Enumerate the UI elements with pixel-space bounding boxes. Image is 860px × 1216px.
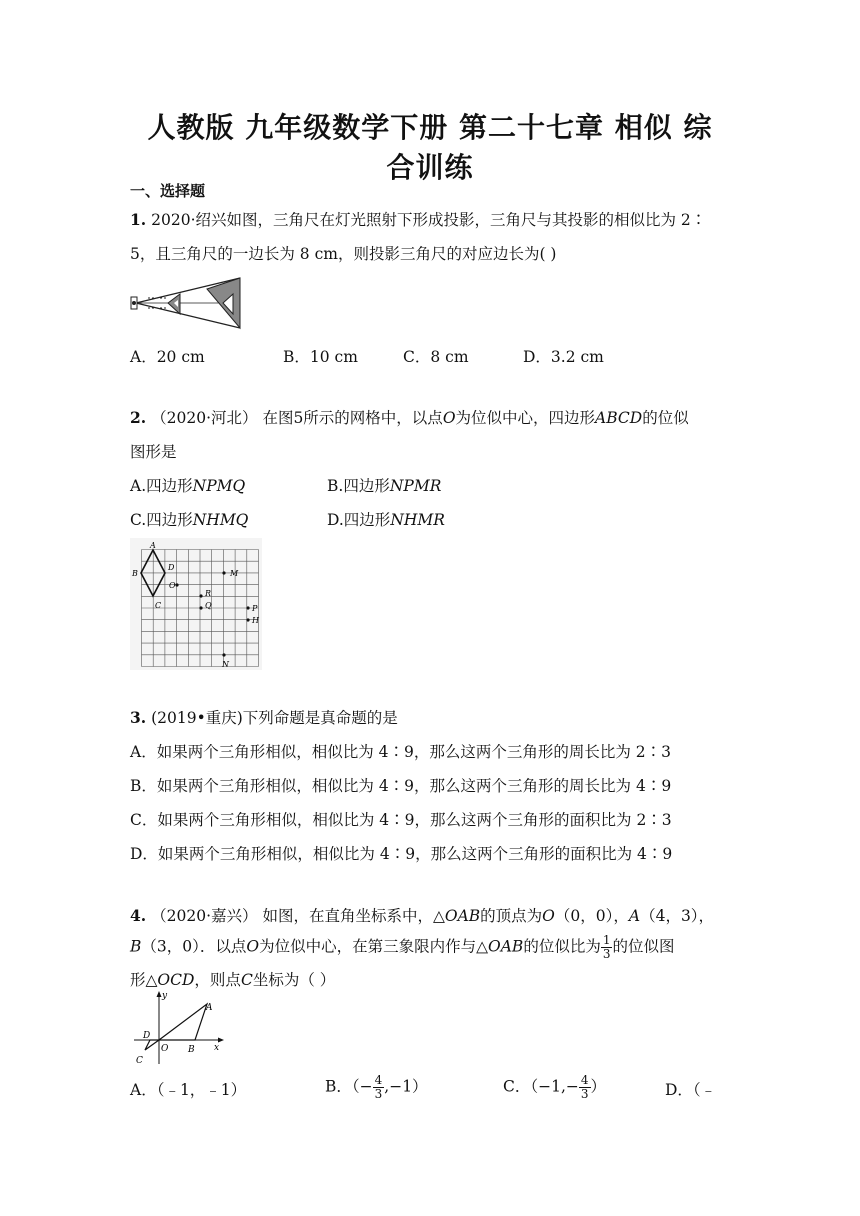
q2-text-b: 为位似中心，四边形 [455,409,596,427]
q1-figure-projection [128,276,248,334]
q2-text-a: 在图5所示的网格中，以点 [262,409,443,427]
q2-label-d: D [168,563,175,572]
q4-label-d: D [143,1031,151,1041]
q1-option-a: A．20 cm [130,348,205,366]
q2-label-m: M [230,569,239,578]
q3-option-a: A．如果两个三角形相似，相似比为 4∶9，那么这两个三角形的周长比为 2∶3 [130,743,671,761]
q2-source: （2020·河北） [151,409,258,427]
section-heading: 一、选择题 [130,182,206,200]
q4-number: 4. [130,906,147,925]
q2-label-q: Q [205,601,212,610]
q4-label-c: C [136,1056,143,1066]
q2-label-b: B [132,569,138,578]
q2-label-h: H [252,616,259,625]
q4-line1: 4. （2020·嘉兴） 如图，在直角坐标系中，△OAB的顶点为O（0，0），A（4，3）， [130,906,715,925]
q4-figure-coordinate-plane [132,988,228,1066]
q2-line1 [130,406,689,428]
q2-label-p: P [252,604,258,613]
q4-label-x: x [214,1043,220,1053]
document-title-line2: 合训练 [386,151,474,184]
q4-line3: 形△OCD，则点C坐标为（ ） [130,971,336,989]
q4-label-b: B [188,1045,195,1055]
q1-option-c: C．8 cm [403,348,469,366]
q4-label-a: A [206,1003,213,1013]
q3-stem-line [130,706,398,728]
q2-option-b: B.四边形NPMR [327,477,442,495]
q4-option-c: C．（−1,− $\frac{4}{3}$ ） [503,1073,607,1101]
q4-label-y: y [162,991,168,1001]
q2-label-o: O [169,581,176,590]
q2-number: 2. [130,408,147,427]
q3-option-d: D．如果两个三角形相似，相似比为 4∶9，那么这两个三角形的面积比为 4∶9 [130,845,673,863]
q1-line1 [130,208,706,230]
q3-option-c: C．如果两个三角形相似，相似比为 4∶9，那么这两个三角形的面积比为 2∶3 [130,811,672,829]
q2-text-c: 的位似 [642,409,689,427]
q3-option-b: B．如果两个三角形相似，相似比为 4∶9，那么这两个三角形的周长比为 4∶9 [130,777,672,795]
q2-figure-grid [130,538,262,670]
q1-text-1: 2020·绍兴如图，三角尺在灯光照射下形成投影，三角尺与其投影的相似比为 2∶ [151,211,707,229]
q2-option-c: C.四边形NHMQ [130,511,249,529]
q2-label-a: A [150,541,156,550]
q2-label-c: C [155,601,162,610]
q4-option-d: D．（﹣ [665,1081,717,1099]
q1-option-b: B．10 cm [283,348,358,366]
q2-label-r: R [205,589,212,598]
q4-fraction: $\frac{1}{3}$ [602,933,611,961]
document-title-line1: 人教版 九年级数学下册 第二十七章 相似 综 [147,111,713,144]
q1-option-d: D．3.2 cm [523,348,604,366]
q3-stem: (2019•重庆)下列命题是真命题的是 [151,709,398,727]
q1-number: 1. [130,210,147,229]
q2-option-a: A.四边形NPMQ [130,477,246,495]
q4-option-a: A．（﹣1，﹣1） [130,1081,247,1099]
q2-option-d: D.四边形NHMR [327,511,445,529]
q3-number: 3. [130,708,147,727]
q4-source: （2020·嘉兴） [151,907,258,925]
q2-var-o: O [442,409,456,427]
q1-text-2: 5，且三角尺的一边长为 8 cm，则投影三角尺的对应边长为( ) [130,245,557,263]
q2-var-abcd: ABCD [595,409,643,427]
q2-label-n: N [222,660,229,669]
q4-option-b: B．（− $\frac{4}{3}$ ,−1） [325,1073,428,1101]
q4-label-o: O [161,1044,169,1054]
q2-text-2: 图形是 [130,443,177,461]
q4-line2: B（3，0）．以点O为位似中心，在第三象限内作与△OAB的位似比为 $\frac{1}{3}$ 的位似图 [130,933,675,961]
